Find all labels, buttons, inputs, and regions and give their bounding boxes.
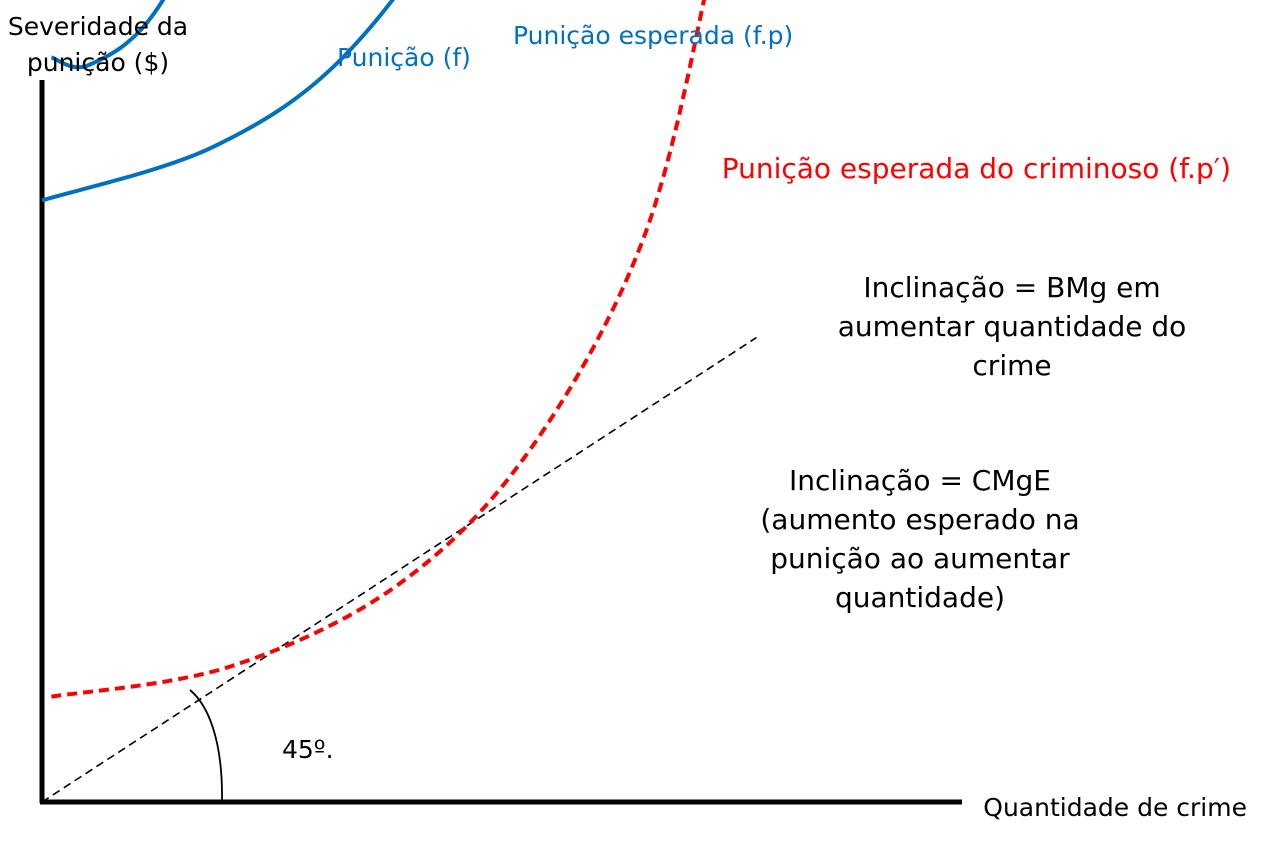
series-45-degree-line	[42, 338, 756, 802]
angle-label: 45º.	[282, 735, 334, 764]
slope-bmg-line-2: aumentar quantidade do	[837, 310, 1187, 343]
slope-cmge-line-2: (aumento esperado na	[760, 503, 1080, 536]
slope-cmge-line-3: punição ao aumentar	[770, 542, 1070, 575]
y-axis-label-line-1: Severidade da	[7, 12, 189, 41]
slope-cmge-line-4: quantidade)	[834, 581, 1006, 614]
y-axis-label-line-2: punição ($)	[26, 48, 170, 77]
slope-cmge-line-1: Inclinação = CMgE	[789, 464, 1051, 497]
series-label-punicao-f: Punição (f)	[337, 43, 471, 72]
x-axis-label: Quantidade de crime	[983, 793, 1247, 822]
angle-arc	[190, 690, 222, 802]
slope-bmg-line-1: Inclinação = BMg em	[863, 271, 1161, 304]
series-punicao-esperada-criminoso	[51, 0, 742, 697]
slope-bmg-line-3: crime	[972, 349, 1052, 382]
series-label-punicao-esperada-fp: Punição esperada (f.p)	[513, 21, 794, 50]
series-label-punicao-esperada-criminoso: Punição esperada do criminoso (f.p′)	[721, 152, 1231, 185]
